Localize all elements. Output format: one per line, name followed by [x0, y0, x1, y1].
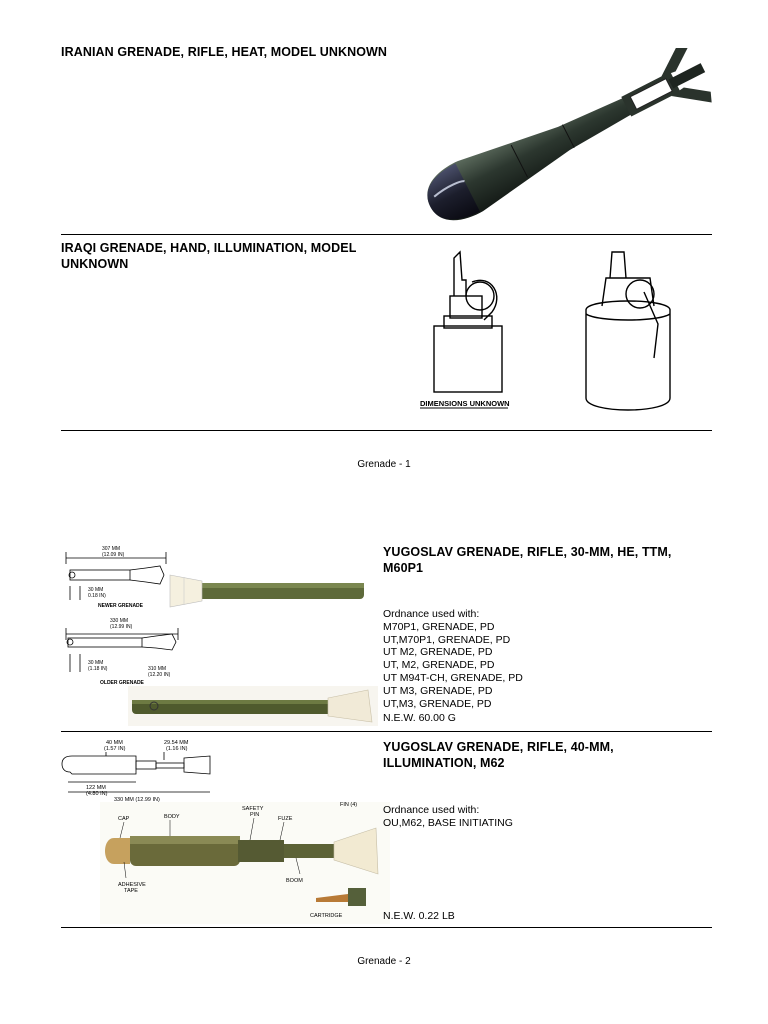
dim-label: (12.99 IN) — [110, 624, 133, 630]
iranian-grenade-photo — [395, 48, 725, 230]
divider-rule — [61, 927, 712, 928]
ordnance-item: UT M2, GRENADE, PD — [383, 646, 493, 659]
part-label-cap: CAP — [118, 816, 130, 822]
dim-label: 122 MM — [86, 785, 106, 791]
part-label-boom: BOOM — [286, 878, 303, 884]
dim-label: 330 MM — [110, 618, 129, 624]
ordnance-list-30mm — [383, 608, 713, 710]
drawing-caption: DIMENSIONS UNKNOWN — [420, 399, 510, 408]
entry-title-yugoslav-40mm — [383, 739, 713, 771]
divider-rule — [61, 234, 712, 235]
dim-label: 30 MM — [88, 660, 104, 666]
part-label-fuze: FUZE — [278, 816, 293, 822]
dim-label: 330 MM (12.99 IN) — [114, 797, 160, 802]
yugoslav-30mm-photo-newer — [168, 567, 368, 613]
ordnance-item: UT, M2, GRENADE, PD — [383, 659, 495, 672]
title-line-2: UNKNOWN — [61, 257, 129, 271]
dim-label: (1.16 IN) — [166, 746, 188, 752]
dim-label: (12.20 IN) — [148, 672, 171, 678]
title-line-1: YUGOSLAV GRENADE, RIFLE, 30-MM, HE, TTM, — [383, 545, 672, 559]
entry-title-iraqi-grenade — [61, 240, 391, 272]
part-label-fin: FIN (4) — [340, 802, 358, 808]
entry-title-iranian-grenade: IRANIAN GRENADE, RIFLE, HEAT, MODEL UNKNOWN — [61, 45, 388, 59]
dim-label: 307 MM — [102, 546, 121, 552]
part-label-tape: TAPE — [124, 888, 138, 894]
ordnance-item: OU,M62, BASE INITIATING — [383, 816, 513, 829]
ordnance-label: Ordnance used with: — [383, 608, 480, 620]
ordnance-item: UT M94T-CH, GRENADE, PD — [383, 671, 523, 684]
divider-rule — [61, 430, 712, 431]
title-line-1: IRAQI GRENADE, HAND, ILLUMINATION, MODEL — [61, 241, 357, 255]
divider-rule — [61, 731, 712, 732]
part-label-safety: SAFETY — [242, 806, 264, 812]
ordnance-list-40mm — [383, 804, 713, 830]
title-line-2: ILLUMINATION, M62 — [383, 756, 505, 770]
yugoslav-40mm-diagram — [60, 736, 370, 802]
ordnance-label: Ordnance used with: — [383, 804, 480, 816]
dim-label: 310 MM — [148, 666, 167, 672]
dim-label: 40 MM — [106, 740, 123, 746]
dim-label: 30 MM — [88, 587, 104, 593]
dim-label: 29.54 MM — [164, 740, 189, 746]
net-explosive-weight: N.E.W. 60.00 G — [383, 712, 456, 724]
iraqi-grenade-drawing-perspective — [578, 248, 688, 416]
part-label-tape: ADHESIVE — [118, 882, 146, 888]
page-footer: Grenade - 1 — [357, 459, 411, 470]
iraqi-grenade-drawing-front — [420, 250, 520, 412]
ordnance-item: UT M3, GRENADE, PD — [383, 684, 493, 697]
ordnance-item: UT,M3, GRENADE, PD — [383, 697, 492, 710]
page-footer: Grenade - 2 — [357, 956, 411, 967]
entry-title-yugoslav-30mm — [383, 544, 713, 576]
yugoslav-30mm-photo-older — [128, 686, 378, 726]
dim-label: (12.09 IN) — [102, 552, 125, 558]
ordnance-item: UT,M70P1, GRENADE, PD — [383, 633, 511, 646]
newer-grenade-label: NEWER GRENADE — [98, 603, 144, 609]
part-label-body: BODY — [164, 814, 180, 820]
dim-label: (4.80 IN) — [86, 791, 108, 797]
part-label-cartridge: CARTRIDGE — [310, 913, 343, 919]
older-grenade-label: OLDER GRENADE — [100, 680, 144, 686]
dim-label: (1.18 IN) — [88, 666, 108, 672]
part-label-pin: PIN — [250, 812, 260, 818]
dim-label: 0.18 IN) — [88, 593, 106, 599]
yugoslav-40mm-cutaway — [100, 802, 390, 924]
dim-label: (1.57 IN) — [104, 746, 126, 752]
title-line-2: M60P1 — [383, 561, 424, 575]
net-explosive-weight: N.E.W. 0.22 LB — [383, 910, 455, 922]
title-line-1: YUGOSLAV GRENADE, RIFLE, 40-MM, — [383, 740, 614, 754]
ordnance-item: M70P1, GRENADE, PD — [383, 620, 495, 633]
